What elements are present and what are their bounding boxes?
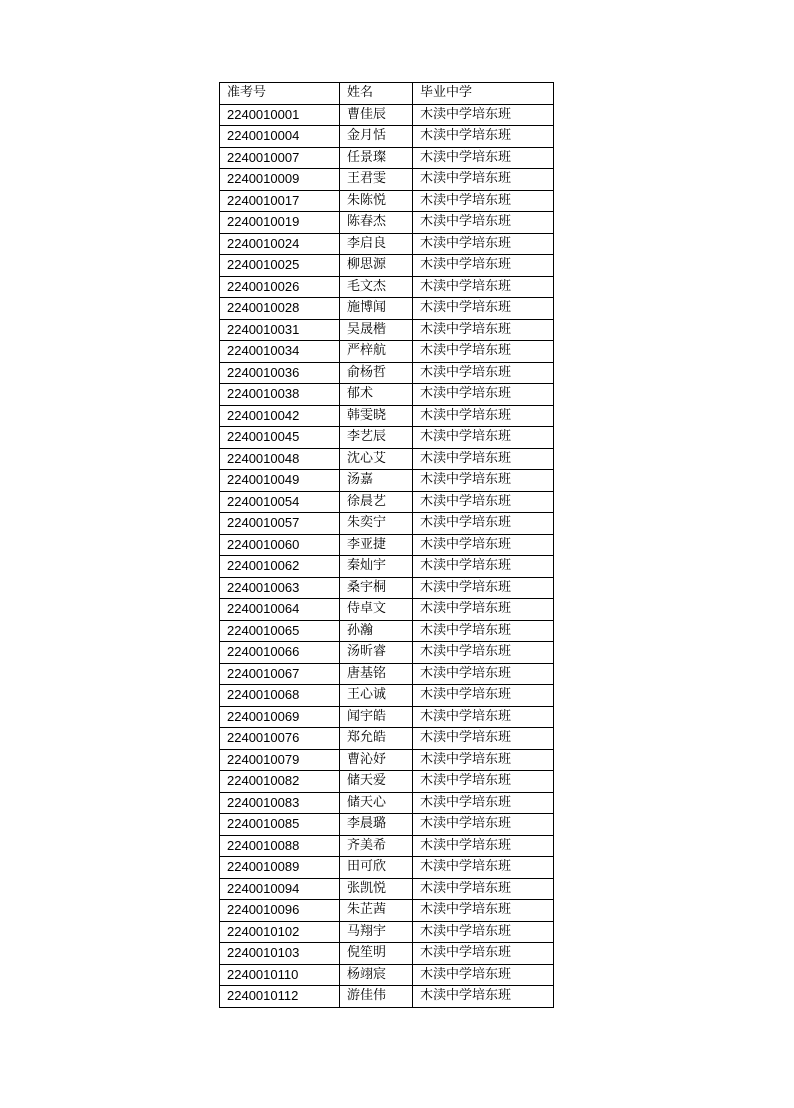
- header-exam-number: 准考号: [220, 83, 340, 105]
- cell-exam-number: 2240010079: [220, 749, 340, 771]
- cell-exam-number: 2240010096: [220, 900, 340, 922]
- header-graduating-school: 毕业中学: [413, 83, 554, 105]
- cell-student-name: 齐美希: [340, 835, 413, 857]
- cell-graduating-school: 木渎中学培东班: [413, 169, 554, 191]
- cell-exam-number: 2240010110: [220, 964, 340, 986]
- cell-graduating-school: 木渎中学培东班: [413, 448, 554, 470]
- table-row: [220, 513, 554, 535]
- cell-student-name: 杨翊宸: [340, 964, 413, 986]
- table-row: [220, 276, 554, 298]
- cell-student-name: 李晨璐: [340, 814, 413, 836]
- cell-exam-number: 2240010019: [220, 212, 340, 234]
- table-row: [220, 749, 554, 771]
- cell-exam-number: 2240010007: [220, 147, 340, 169]
- cell-student-name: 马翔宇: [340, 921, 413, 943]
- cell-graduating-school: 木渎中学培东班: [413, 427, 554, 449]
- table-row: [220, 620, 554, 642]
- table-row: [220, 900, 554, 922]
- cell-exam-number: 2240010054: [220, 491, 340, 513]
- cell-graduating-school: 木渎中学培东班: [413, 685, 554, 707]
- table-row: [220, 255, 554, 277]
- cell-graduating-school: 木渎中学培东班: [413, 491, 554, 513]
- cell-exam-number: 2240010038: [220, 384, 340, 406]
- cell-graduating-school: 木渎中学培东班: [413, 642, 554, 664]
- table-row: [220, 298, 554, 320]
- table-row: [220, 706, 554, 728]
- cell-graduating-school: 木渎中学培东班: [413, 190, 554, 212]
- cell-exam-number: 2240010076: [220, 728, 340, 750]
- cell-exam-number: 2240010089: [220, 857, 340, 879]
- table-row: [220, 126, 554, 148]
- cell-graduating-school: 木渎中学培东班: [413, 620, 554, 642]
- cell-exam-number: 2240010063: [220, 577, 340, 599]
- cell-graduating-school: 木渎中学培东班: [413, 147, 554, 169]
- cell-student-name: 郁术: [340, 384, 413, 406]
- cell-student-name: 朱奕宁: [340, 513, 413, 535]
- cell-exam-number: 2240010102: [220, 921, 340, 943]
- table-row: [220, 663, 554, 685]
- cell-student-name: 闻宇皓: [340, 706, 413, 728]
- table-row: [220, 212, 554, 234]
- cell-exam-number: 2240010042: [220, 405, 340, 427]
- cell-graduating-school: 木渎中学培东班: [413, 814, 554, 836]
- cell-student-name: 郑允皓: [340, 728, 413, 750]
- table-row: [220, 427, 554, 449]
- cell-graduating-school: 木渎中学培东班: [413, 663, 554, 685]
- cell-graduating-school: 木渎中学培东班: [413, 319, 554, 341]
- table-header-row: [220, 83, 554, 105]
- cell-graduating-school: 木渎中学培东班: [413, 470, 554, 492]
- table-row: [220, 943, 554, 965]
- cell-student-name: 朱陈悦: [340, 190, 413, 212]
- cell-student-name: 曹佳辰: [340, 104, 413, 126]
- table-row: [220, 964, 554, 986]
- cell-graduating-school: 木渎中学培东班: [413, 298, 554, 320]
- cell-graduating-school: 木渎中学培东班: [413, 749, 554, 771]
- cell-exam-number: 2240010009: [220, 169, 340, 191]
- cell-graduating-school: 木渎中学培东班: [413, 728, 554, 750]
- table-row: [220, 556, 554, 578]
- cell-exam-number: 2240010103: [220, 943, 340, 965]
- cell-exam-number: 2240010062: [220, 556, 340, 578]
- cell-student-name: 储天爱: [340, 771, 413, 793]
- cell-student-name: 汤嘉: [340, 470, 413, 492]
- table-row: [220, 104, 554, 126]
- admission-roster-table: [219, 82, 554, 1008]
- table-row: [220, 642, 554, 664]
- cell-graduating-school: 木渎中学培东班: [413, 513, 554, 535]
- table-body: [220, 104, 554, 1007]
- cell-graduating-school: 木渎中学培东班: [413, 341, 554, 363]
- table-row: [220, 534, 554, 556]
- cell-student-name: 徐晨艺: [340, 491, 413, 513]
- cell-exam-number: 2240010060: [220, 534, 340, 556]
- cell-graduating-school: 木渎中学培东班: [413, 599, 554, 621]
- cell-graduating-school: 木渎中学培东班: [413, 126, 554, 148]
- table-row: [220, 986, 554, 1008]
- cell-graduating-school: 木渎中学培东班: [413, 900, 554, 922]
- cell-exam-number: 2240010045: [220, 427, 340, 449]
- cell-exam-number: 2240010068: [220, 685, 340, 707]
- cell-graduating-school: 木渎中学培东班: [413, 835, 554, 857]
- cell-graduating-school: 木渎中学培东班: [413, 771, 554, 793]
- cell-student-name: 储天心: [340, 792, 413, 814]
- cell-graduating-school: 木渎中学培东班: [413, 792, 554, 814]
- table-row: [220, 835, 554, 857]
- cell-student-name: 任景璨: [340, 147, 413, 169]
- cell-graduating-school: 木渎中学培东班: [413, 706, 554, 728]
- table-row: [220, 448, 554, 470]
- cell-student-name: 严梓航: [340, 341, 413, 363]
- cell-graduating-school: 木渎中学培东班: [413, 104, 554, 126]
- cell-exam-number: 2240010065: [220, 620, 340, 642]
- cell-exam-number: 2240010112: [220, 986, 340, 1008]
- cell-exam-number: 2240010085: [220, 814, 340, 836]
- table-row: [220, 599, 554, 621]
- cell-graduating-school: 木渎中学培东班: [413, 857, 554, 879]
- table-row: [220, 147, 554, 169]
- cell-graduating-school: 木渎中学培东班: [413, 943, 554, 965]
- cell-exam-number: 2240010026: [220, 276, 340, 298]
- cell-graduating-school: 木渎中学培东班: [413, 233, 554, 255]
- table-row: [220, 319, 554, 341]
- cell-student-name: 唐基铭: [340, 663, 413, 685]
- table-row: [220, 878, 554, 900]
- cell-exam-number: 2240010017: [220, 190, 340, 212]
- cell-student-name: 孙瀚: [340, 620, 413, 642]
- table-row: [220, 470, 554, 492]
- cell-graduating-school: 木渎中学培东班: [413, 921, 554, 943]
- cell-graduating-school: 木渎中学培东班: [413, 276, 554, 298]
- cell-exam-number: 2240010004: [220, 126, 340, 148]
- cell-student-name: 王君雯: [340, 169, 413, 191]
- cell-exam-number: 2240010048: [220, 448, 340, 470]
- cell-graduating-school: 木渎中学培东班: [413, 556, 554, 578]
- cell-student-name: 沈心艾: [340, 448, 413, 470]
- table-row: [220, 577, 554, 599]
- cell-exam-number: 2240010064: [220, 599, 340, 621]
- table-row: [220, 190, 554, 212]
- cell-exam-number: 2240010057: [220, 513, 340, 535]
- cell-student-name: 倪笙明: [340, 943, 413, 965]
- cell-exam-number: 2240010001: [220, 104, 340, 126]
- cell-graduating-school: 木渎中学培东班: [413, 878, 554, 900]
- cell-student-name: 韩雯晓: [340, 405, 413, 427]
- cell-exam-number: 2240010088: [220, 835, 340, 857]
- cell-student-name: 李启良: [340, 233, 413, 255]
- cell-student-name: 田可欣: [340, 857, 413, 879]
- cell-exam-number: 2240010082: [220, 771, 340, 793]
- table-row: [220, 405, 554, 427]
- cell-student-name: 李亚捷: [340, 534, 413, 556]
- cell-exam-number: 2240010067: [220, 663, 340, 685]
- cell-student-name: 汤昕睿: [340, 642, 413, 664]
- cell-exam-number: 2240010049: [220, 470, 340, 492]
- cell-student-name: 吴晟楷: [340, 319, 413, 341]
- cell-student-name: 俞杨哲: [340, 362, 413, 384]
- cell-graduating-school: 木渎中学培东班: [413, 255, 554, 277]
- table-row: [220, 728, 554, 750]
- cell-graduating-school: 木渎中学培东班: [413, 964, 554, 986]
- cell-student-name: 李艺辰: [340, 427, 413, 449]
- table-row: [220, 771, 554, 793]
- cell-graduating-school: 木渎中学培东班: [413, 405, 554, 427]
- table-row: [220, 857, 554, 879]
- table-row: [220, 921, 554, 943]
- cell-student-name: 金月恬: [340, 126, 413, 148]
- cell-student-name: 朱芷茜: [340, 900, 413, 922]
- table-row: [220, 341, 554, 363]
- table-row: [220, 384, 554, 406]
- cell-student-name: 毛文杰: [340, 276, 413, 298]
- cell-exam-number: 2240010031: [220, 319, 340, 341]
- cell-graduating-school: 木渎中学培东班: [413, 384, 554, 406]
- cell-student-name: 陈春杰: [340, 212, 413, 234]
- cell-student-name: 张凯悦: [340, 878, 413, 900]
- cell-exam-number: 2240010036: [220, 362, 340, 384]
- table-row: [220, 491, 554, 513]
- cell-graduating-school: 木渎中学培东班: [413, 362, 554, 384]
- cell-student-name: 桑宇桐: [340, 577, 413, 599]
- cell-student-name: 侍卓文: [340, 599, 413, 621]
- cell-exam-number: 2240010094: [220, 878, 340, 900]
- cell-exam-number: 2240010024: [220, 233, 340, 255]
- cell-student-name: 秦灿宇: [340, 556, 413, 578]
- cell-exam-number: 2240010034: [220, 341, 340, 363]
- cell-graduating-school: 木渎中学培东班: [413, 212, 554, 234]
- table-row: [220, 233, 554, 255]
- cell-graduating-school: 木渎中学培东班: [413, 986, 554, 1008]
- cell-exam-number: 2240010069: [220, 706, 340, 728]
- table-row: [220, 169, 554, 191]
- cell-exam-number: 2240010083: [220, 792, 340, 814]
- cell-student-name: 柳思源: [340, 255, 413, 277]
- cell-student-name: 王心诚: [340, 685, 413, 707]
- table-row: [220, 792, 554, 814]
- cell-exam-number: 2240010066: [220, 642, 340, 664]
- cell-graduating-school: 木渎中学培东班: [413, 577, 554, 599]
- cell-exam-number: 2240010028: [220, 298, 340, 320]
- cell-student-name: 游佳伟: [340, 986, 413, 1008]
- cell-student-name: 施博闻: [340, 298, 413, 320]
- header-name: 姓名: [340, 83, 413, 105]
- cell-student-name: 曹沁妤: [340, 749, 413, 771]
- table-row: [220, 362, 554, 384]
- cell-graduating-school: 木渎中学培东班: [413, 534, 554, 556]
- table-row: [220, 685, 554, 707]
- cell-exam-number: 2240010025: [220, 255, 340, 277]
- table-row: [220, 814, 554, 836]
